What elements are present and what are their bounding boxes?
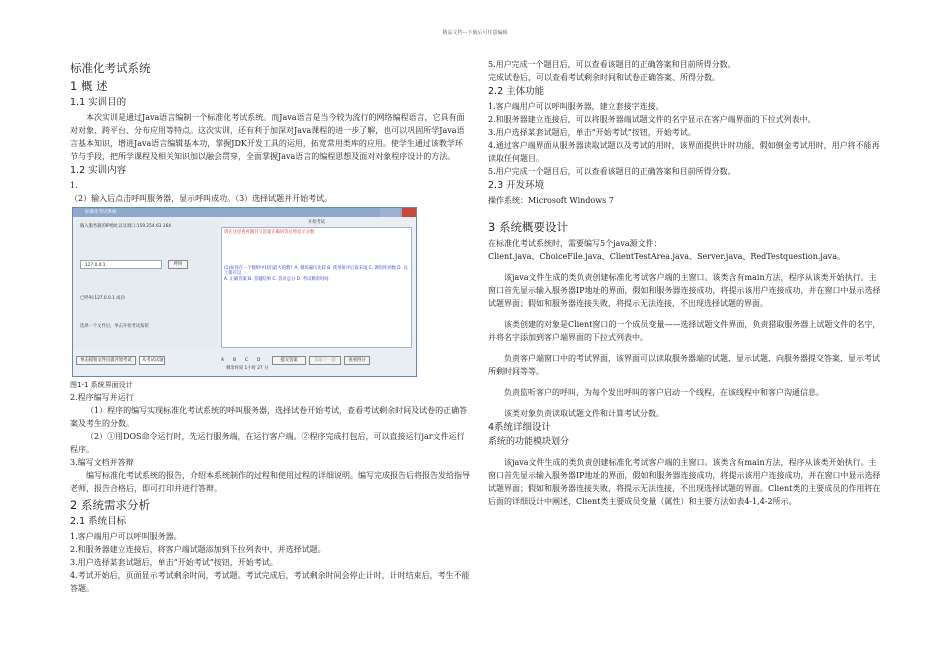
exam-text-area	[221, 227, 412, 348]
paragraph: 本次实训是通过Java语言编制一个标准化考试系统。而Java语言是当今较为流行的网络编程语言，它具有面对对象、跨平台、分布应用等特点。这次实训，还有利于加深对Java课程的进一步了解，也可以巩固所学Java语言基本知识，增进Java语言编辑基本功，掌握JDK开发工具的运用，拓宽常用类库的应用。使学生通过该教学环节与手段，把所学课程及相关知识加以融会贯穿，全面掌握Java语言的编程思想及面对对象程序设计的方法。	[70, 113, 465, 161]
paragraph: 负责客户端窗口中的考试界面，该界面可以读取服务器端的试题、显示试题、向服务器提交答案、显示考试所剩时间等等。	[488, 354, 880, 376]
paragraph: Client.java、ChoiceFile.java、ClientTestArea.java、Server.java、RedTestquestion.java。	[488, 252, 845, 261]
list-item: （2）输入后点击呼叫服务器，显示呼叫成功。（3）选择试题并开始考试。	[70, 194, 333, 203]
list-item: （2）①用DOS命令运行时，先运行服务端，在运行客户端。②程序完成打包后，可以直接运行jar文件运行程序。	[70, 432, 465, 454]
remaining-time: 剩余时间 1小时 27 分	[226, 366, 269, 371]
section-2-3-heading: 2.3 开发环境	[488, 180, 545, 191]
view-score-button: 查看得分	[344, 356, 370, 365]
option-b-radio: B	[233, 358, 236, 363]
subsection-heading: 系统的功能模块划分	[488, 437, 570, 447]
answer-options-text: A. 正确答案 B. 答题结果 C. 答对总分 D. 考试剩余时间	[224, 276, 329, 282]
bottom-bar	[76, 351, 413, 373]
ip-prompt: 输入服务器的IP地址以及端口:159.254.63.164	[80, 224, 172, 229]
exam-panel	[221, 220, 412, 348]
left-column	[70, 58, 470, 595]
paragraph: 该java文件生成的类负责创建标准化考试客户端的主窗口。该类含有main方法，程序从该类开始执行。主窗口首先显示输入服务器IP地址的界面，假如和服务器连接成功，将提示该用户连接成功，并在窗口中显示选择试题界面；假如和服务器连接失败，将提示无法连接，不出现选择试题的界面。Client类的主要成员的作用将在后面的详细设计中阐述，Client类主要成员变量（属性）和主要方法如表4-1,4-2所示。	[488, 458, 881, 506]
list-item: 5.用户完成一个题目后，可以查看该题目的正确答案和目前所得分数。	[488, 60, 736, 69]
system-screenshot	[72, 207, 417, 377]
section-3-heading: 3 系统概要设计	[488, 220, 568, 234]
section-1-1-heading: 1.1 实训目的	[70, 97, 127, 108]
paragraph: 负责监听客户的呼叫，为每个发出呼叫的客户启动一个线程，在该线程中和客户沟通信息。	[504, 388, 824, 397]
list-item: 1.客户端用户可以呼叫服务器，建立套接字连接。	[488, 102, 664, 111]
figure-caption: 图1-1 系统界面设计	[70, 381, 133, 389]
list-item: 4.通过客户端界面从服务器读取试题以及考试的用时，该界面提供计时功能，假如倒金考试用时，用户将不能再读取任何题目。	[488, 141, 880, 163]
list-item: 1.客户端用户可以呼叫服务器。	[70, 532, 182, 541]
paragraph: 该类创建的对象是Client窗口的一个成员变量——选择试题文件界面，负责猎取服务器上试题文件的名字，并将名字添加到客户端界面的下拉式列表中。	[488, 320, 881, 342]
list-item: 1.	[70, 181, 78, 190]
option-a-radio: A	[221, 358, 224, 363]
window-title: 标准化考试系统	[85, 210, 117, 215]
right-column	[488, 58, 883, 508]
paragraph: 该java文件生成的类负责创建标准化考试客户端的主窗口。该类含有main方法，程序从该类开始执行。主窗口首先显示输入服务器IP地址的界面，假如和服务器连接成功，将提示该用户连接成功，并在窗口中显示选择试题界面；假如和服务器连接失败，将提示无法连接，不出现选择试题的界面。	[488, 273, 881, 308]
list-item: 5.用户完成一个题目后，可以查看该题目的正确答案和目前所得分数。	[488, 167, 736, 176]
section-2-heading: 2 系统需求分析	[70, 498, 150, 512]
page-header: 精品文档---下载后可任意编辑	[442, 30, 508, 36]
section-1-heading: 1 概 述	[70, 79, 108, 93]
paragraph: 该类对象负责读取试题文件和计算考试分数。	[504, 409, 664, 418]
list-item: 2.程序编写并运行	[70, 393, 134, 402]
next-question-button: 读取下一题	[309, 356, 341, 365]
list-item: 编写标准化考试系统的报告，介绍本系统制作的过程和使用过程的详细说明。编写完成报告后将报告发给指导老师，报告合格后，即可打印并进行答辩。	[70, 471, 470, 493]
hint-text: 请在这里查看题目与答案正确回答后将显示分数	[224, 230, 315, 235]
call-button: 呼叫	[168, 260, 188, 269]
section-2-1-heading: 2.1 系统目标	[70, 516, 127, 527]
submit-answer-button: 提交答案	[272, 356, 306, 365]
paragraph: 操作系统：Microsoft Windows 7	[488, 196, 614, 205]
question-text: (1)如何在一个数组中找出最大的数？A. 循环遍历比较 B. 使用排序后取末尾 C. 调用库函数 D. 以上都可以	[224, 265, 408, 276]
ip-input: 127.0.0.1	[80, 260, 162, 269]
list-item: 3.编写文档并答辩	[70, 458, 134, 467]
doc-title: 标准化考试系统	[70, 61, 151, 75]
list-item: 3.用户选择某套试题后，单击“开始考试”按钮，开始考试。	[488, 128, 696, 137]
exam-title: 开始考试	[307, 220, 326, 225]
paragraph: 在标准化考试系统时，需要编写5个java源文件：	[488, 239, 662, 248]
list-item: 3.用户选择某套试题后，单击“开始考试”按钮，开始考试。	[70, 558, 278, 567]
read-file-button: 单击按钮文件后就开始考试	[76, 356, 136, 365]
option-d-radio: D	[257, 358, 261, 363]
choose-hint: 选择一个文件后，单击开始考试按钮	[80, 324, 149, 329]
section-1-2-heading: 1.2 实训内容	[70, 165, 127, 176]
section-4-heading: 4系统详细设计	[488, 422, 552, 433]
section-2-2-heading: 2.2 主体功能	[488, 86, 545, 97]
minimize-icon	[380, 208, 400, 217]
close-icon	[402, 208, 416, 217]
list-item: （1）程序的编写实现标准化考试系统的呼叫服务器，选择试卷开始考试，查看考试剩余时间及试卷的正确答案及考生的分数。	[70, 406, 468, 428]
option-c-radio: C	[245, 358, 249, 363]
status-text: 已呼叫:127.0.0.1 成功	[80, 296, 125, 301]
paper-select: 从考试试题	[139, 356, 165, 365]
list-item: 2.和服务器建立连接后，将客户端试题添加到下拉列表中，并选择试题。	[70, 545, 326, 554]
list-item: 2.和服务器建立连接后，可以将服务器端试题文件的名字显示在客户端界面的下拉式列表中。	[488, 115, 816, 124]
paragraph: 完成试卷后，可以查看考试剩余时间和试卷正确答案、所得分数。	[488, 73, 720, 82]
list-item: 4.考试开始后，页面显示考试剩余时间，考试题。考试完成后，考试剩余时间会停止计时，计时结束后，考生不能答题。	[70, 571, 470, 593]
connect-panel	[76, 220, 218, 348]
window-titlebar	[73, 208, 416, 217]
